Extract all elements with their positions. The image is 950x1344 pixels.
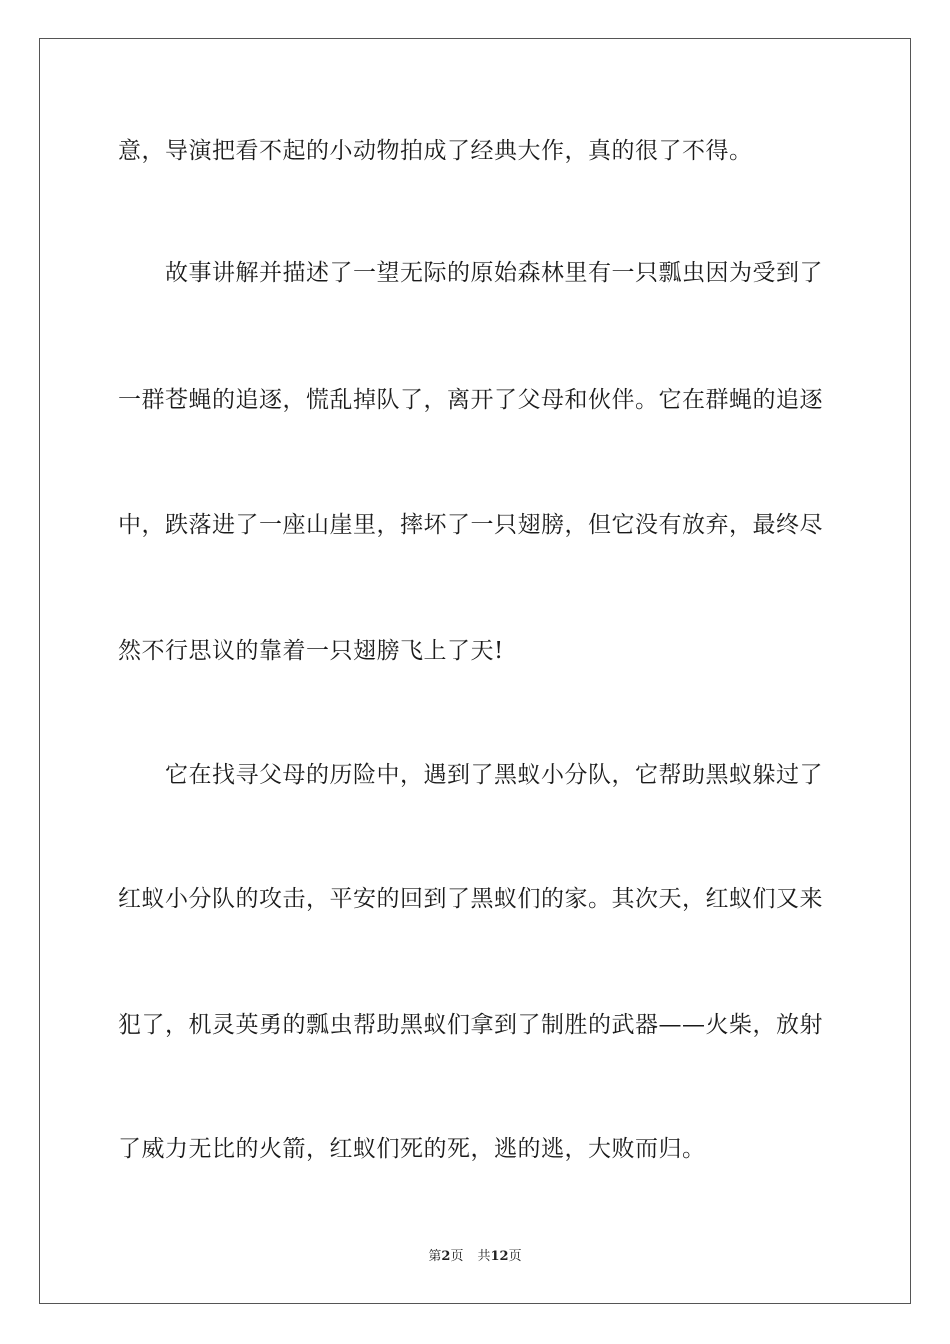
text-line-2: 故事讲解并描述了一望无际的原始森林里有一只瓢虫因为受到了 xyxy=(118,260,823,286)
page-footer xyxy=(0,1248,950,1266)
text-line-3: 一群苍蝇的追逐，慌乱掉队了，离开了父母和伙伴。它在群蝇的追逐 xyxy=(118,387,823,413)
page-prefix: 第 xyxy=(428,1249,442,1264)
page-suffix: 页 xyxy=(450,1249,464,1264)
total-prefix: 共 xyxy=(477,1249,491,1264)
text-line-6: 它在找寻父母的历险中，遇到了黑蚁小分队，它帮助黑蚁躲过了 xyxy=(118,762,823,788)
page-border xyxy=(39,38,911,1304)
text-line-4: 中，跌落进了一座山崖里，摔坏了一只翅膀，但它没有放弃，最终尽 xyxy=(118,512,823,538)
text-line-7: 红蚁小分队的攻击，平安的回到了黑蚁们的家。其次天，红蚁们又来 xyxy=(118,886,823,912)
text-line-8: 犯了，机灵英勇的瓢虫帮助黑蚁们拿到了制胜的武器——火柴，放射 xyxy=(118,1012,823,1038)
text-line-1: 意，导演把看不起的小动物拍成了经典大作，真的很了不得。 xyxy=(118,138,753,164)
page-number: 2 xyxy=(441,1249,451,1264)
text-line-9: 了威力无比的火箭，红蚁们死的死，逃的逃，大败而归。 xyxy=(118,1136,706,1162)
total-suffix: 页 xyxy=(508,1249,522,1264)
text-line-5: 然不行思议的靠着一只翅膀飞上了天! xyxy=(118,638,504,664)
total-pages: 12 xyxy=(490,1249,509,1264)
